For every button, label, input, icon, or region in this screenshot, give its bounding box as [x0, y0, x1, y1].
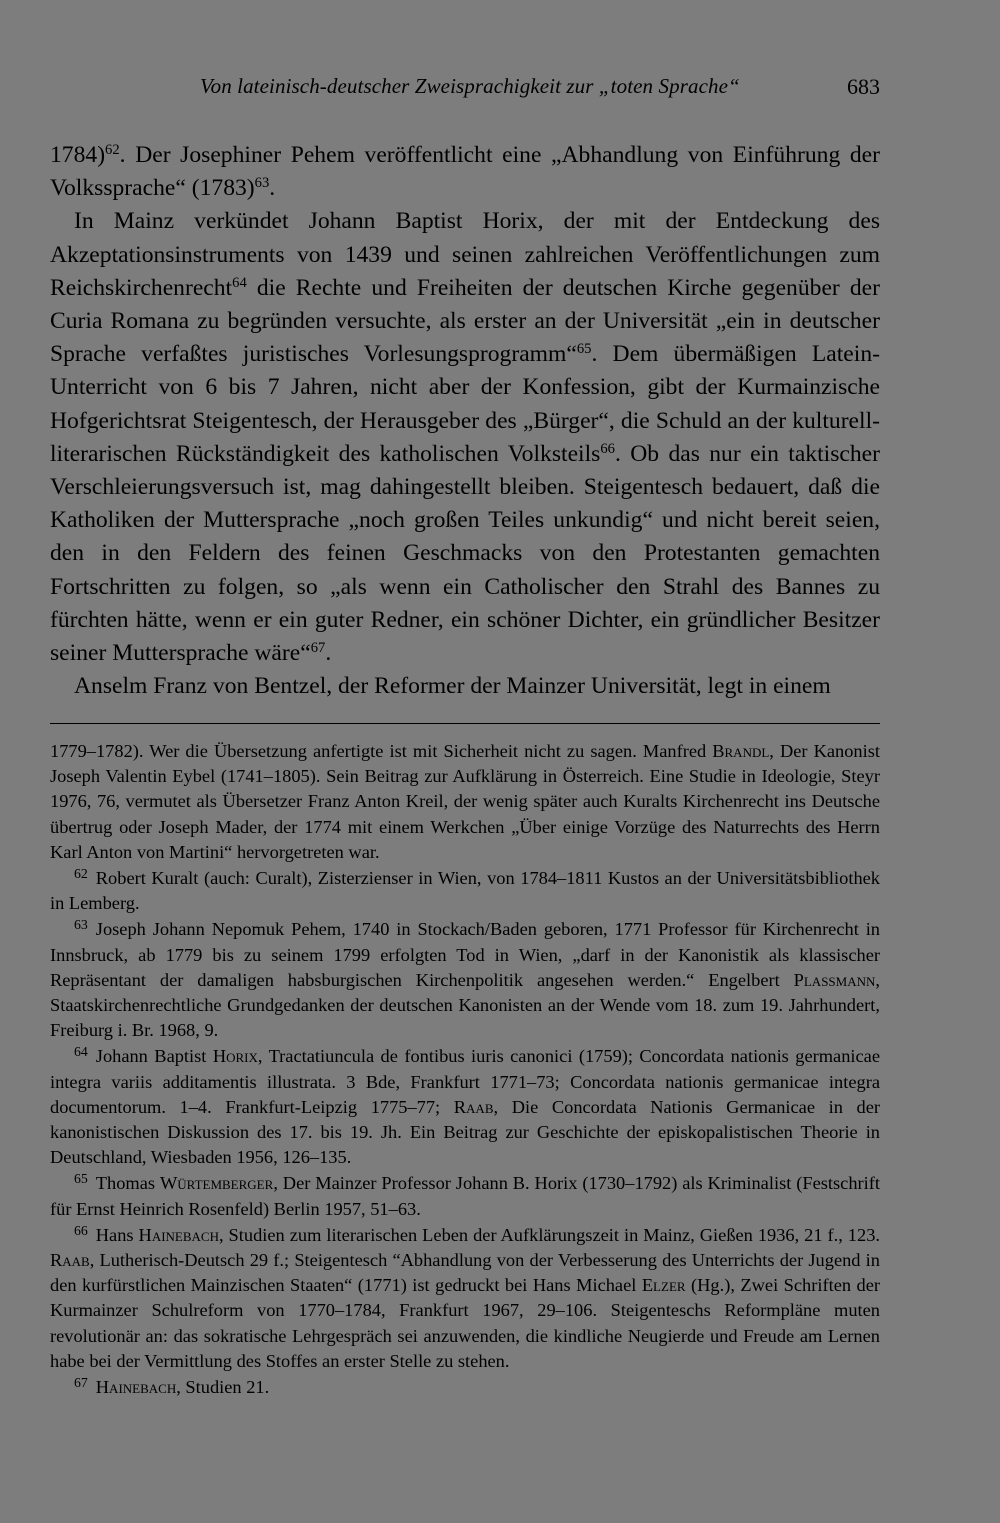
footnote-text: (Hg.), Zwei Schriften der Kurmainzer Schulreform von 1770–1784, Frankfurt 1967, 29–106. Steigenteschs Reformpläne muten revolutionär an: das sokratische Lehrgespräch sei anzuwenden, die kindliche Neugierde und Freude am Lernen habe bei der Vermittlung des Stoffes an erster Stelle zu stehen. [50, 1275, 880, 1371]
footnote-reference: 66 [600, 440, 615, 457]
body-text-run: 1784) [50, 142, 106, 168]
footnote-number: 67 [74, 1374, 88, 1390]
footnote-text: , Die Concordata Nationis Germanicae in der kanonistischen Diskussion des 17. bis 19. Jh. Ein Beitrag zur Geschichte der episkopalistischen Theorie in Deutschland, Wiesbaden 1956, 126–135. [50, 1096, 880, 1168]
body-text-run: . [325, 640, 332, 667]
footnote-65 [50, 1171, 880, 1221]
author-name: Würtemberger [159, 1173, 274, 1194]
footnotes [50, 739, 880, 1401]
body-paragraph [50, 205, 880, 670]
footnote-text: , Lutherisch-Deutsch 29 f.; Steigentesch “Abhandlung von der Verbesserung des Unterrichts der Jugend in den kurfürstlichen Mainzischen Staaten“ (1771) ist gedruckt bei Hans Michael [50, 1250, 880, 1296]
body-text-run: In Mainz verkündet Johann Baptist Horix, der mit der Entdeckung des Akzeptationsinstruments von 1439 und seinen zahlreichen Veröffentlichungen zum Reichskirchenrecht [50, 208, 880, 301]
footnote-reference: 62 [105, 141, 120, 158]
footnote-reference: 65 [576, 341, 592, 358]
footnote-67 [50, 1375, 880, 1400]
author-name: Raab [453, 1096, 494, 1117]
author-name: Raab [50, 1250, 90, 1271]
body-text-run: . Der Josephiner Pehem veröffentlicht eine „Abhandlung von Einführung der Volkssprache“ (1783) [50, 142, 880, 202]
running-head [50, 74, 880, 104]
body-text-run: die Rechte und Freiheiten der deutschen Kirche gegenüber der Curia Romana zu begründen versuchte, als erster an der Universität „ein in deutscher Sprache verfaßtes juristisches Vorlesungsprogramm“ [50, 274, 880, 368]
footnote-continuation [50, 739, 880, 865]
footnote-text: , Tractatiuncula de fontibus iuris canonici (1759); Concordata nationis germanicae integra variis additamentis illustrata. 3 Bde, Frankfurt 1771–73; Concordata nationis germanicae integra documentorum. 1–4. Frankfurt-Leipzig 1775–77; [50, 1046, 881, 1117]
footnote-64 [50, 1044, 880, 1170]
body-text-run: . [269, 175, 276, 202]
footnote-text: Robert Kuralt (auch: Curalt), Zisterzienser in Wien, von 1784–1811 Kustos an der Universitätsbibliothek in Lemberg. [50, 868, 880, 914]
footnote-63 [50, 917, 880, 1043]
footnote-text: Hans [95, 1224, 139, 1245]
running-title: Von lateinisch-deutscher Zweisprachigkeit zur „toten Sprache“ [200, 74, 740, 98]
body-text-run: . Dem übermäßigen Latein-Unterricht von 6 bis 7 Jahren, nicht aber der Konfession, gibt der Kurmainzische Hofgerichtsrat Steigentesch, der Herausgeber des „Bürger“, die Schuld an der kulturell-literarischen Rückständigkeit des katholischen Volksteils [50, 341, 880, 467]
footnote-text: , Der Mainzer Professor Johann B. Horix (1730–1792) als Kriminalist (Festschrift für Ernst Heinrich Rosenfeld) Berlin 1957, 51–63. [50, 1173, 880, 1219]
body-text-run: . Ob das nur ein taktischer Verschleierungsversuch ist, mag dahingestellt bleiben. Steigentesch bedauert, daß die Katholiken der Muttersprache „noch großen Teiles unkundig“ und nicht bereit seien, den in den Feldern des feinen Geschmacks von den Protestanten gemachten Fortschritten zu folgen, so „als wenn ein Catholischer den Strahl des Bannes zu fürchten hätte, wenn er ein guter Redner, ein schöner Dichter, ein gründlicher Besitzer seiner Muttersprache wäre“ [50, 440, 880, 667]
body-paragraph [50, 139, 880, 205]
footnote-text: 1779–1782). Wer die Übersetzung anfertigte ist mit Sicherheit nicht zu sagen. Manfred [50, 741, 713, 761]
footnote-66 [50, 1223, 880, 1374]
footnote-text: Thomas [95, 1173, 160, 1194]
author-name: Horix [212, 1046, 258, 1067]
footnote-62 [50, 866, 880, 916]
author-name: Plassmann [793, 969, 876, 990]
body-paragraph: Anselm Franz von Bentzel, der Reformer der Mainzer Universität, legt in einem [74, 673, 831, 700]
footnote-reference: 64 [232, 274, 247, 291]
author-name: Elzer [641, 1275, 686, 1296]
body-text [50, 139, 880, 703]
footnote-reference: 63 [254, 175, 270, 192]
footnote-number: 62 [74, 865, 88, 881]
footnote-text: Joseph Johann Nepomuk Pehem, 1740 in Stockach/Baden geboren, 1771 Professor für Kirchenrecht in Innsbruck, ab 1779 bis zu seinem 1799 erfolgten Tod in Wien, „darf in der Kanonistik als klassischer Repräsentant der damaligen habsburgischen Kirchenpolitik angesehen werden.“ Engelbert [50, 919, 880, 990]
footnote-text: Johann Baptist [95, 1046, 213, 1067]
page-number: 683 [847, 74, 880, 99]
footnote-text: , Studien zum literarischen Leben der Aufklärungszeit in Mainz, Gießen 1936, 21 f., 123. [219, 1224, 880, 1245]
footnote-number: 64 [74, 1044, 88, 1060]
author-name: Hainebach [95, 1377, 177, 1398]
author-name: Hainebach [138, 1224, 219, 1245]
footnote-text: , Staatskirchenrechtliche Grundgedanken der deutschen Kanonisten an der Wende vom 18. zum 19. Jahrhundert, Freiburg i. Br. 1968, 9. [50, 969, 880, 1041]
footnote-number: 66 [74, 1222, 88, 1238]
author-name: Brandl [712, 741, 770, 761]
footnote-text: , Studien 21. [176, 1377, 270, 1398]
footnote-text: , Der Kanonist Joseph Valentin Eybel (1741–1805). Sein Beitrag zur Aufklärung in Österreich. Eine Studie in Ideologie, Steyr 1976, 76, vermutet als Übersetzer Franz Anton Kreil, der wenig später auch Kuralts Kirchenrecht ins Deutsche übertrug oder Joseph Mader, der 1774 mit einem Werkchen „Über einige Vorzüge des Naturrechts des Herrn Karl Anton von Martini“ hervorgetreten war. [50, 741, 880, 862]
footnote-number: 65 [74, 1171, 88, 1187]
footnote-divider [50, 723, 880, 724]
footnote-reference: 67 [310, 640, 326, 656]
footnote-number: 63 [74, 917, 88, 933]
